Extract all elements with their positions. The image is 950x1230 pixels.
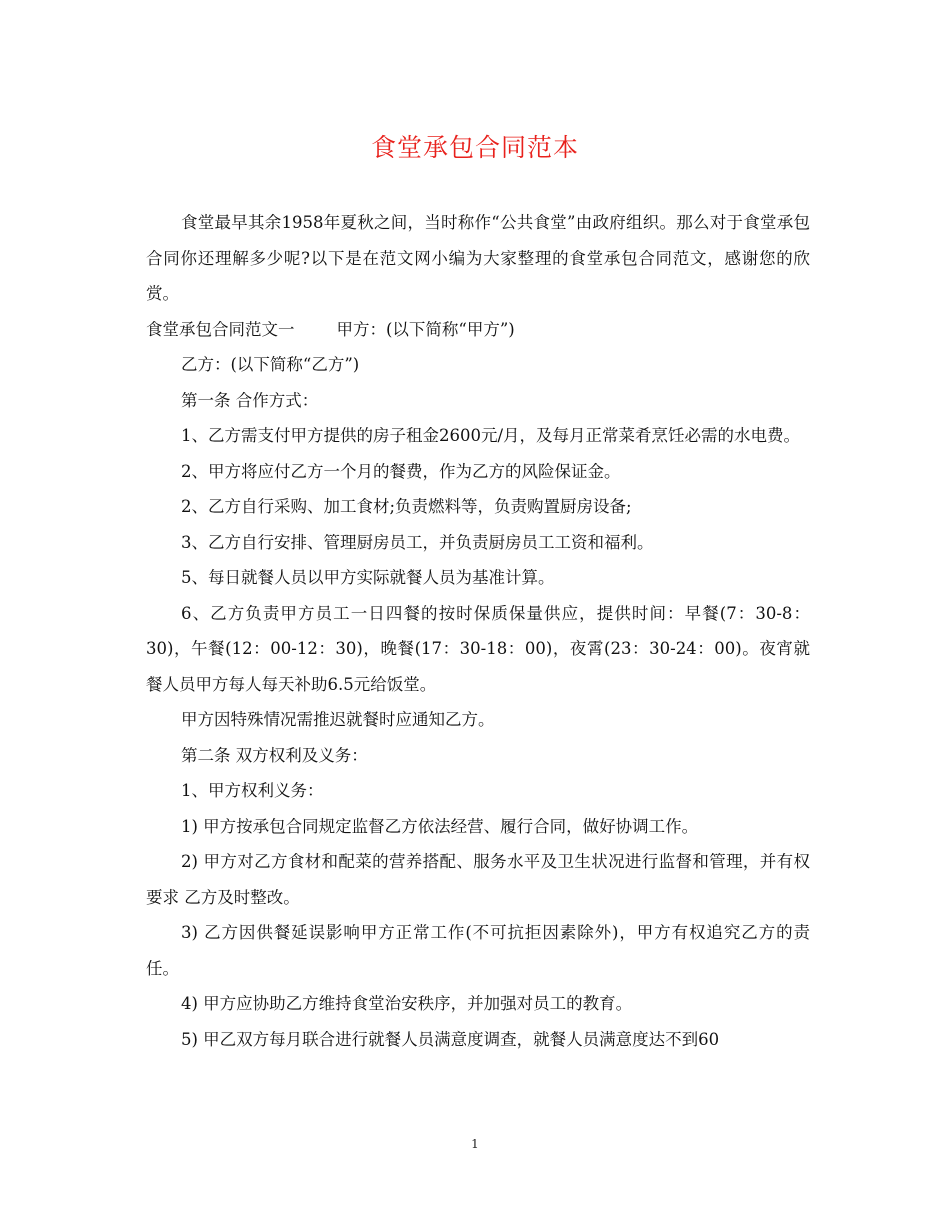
paragraph-party-b: 乙方：(以下简称“乙方”) xyxy=(181,355,360,374)
paragraph-intro: 食堂最早其余1958年夏秋之间，当时称作“公共食堂”由政府组织。那么对于食堂承包合同你还理解多少呢?以下是在范文网小编为大家整理的食堂承包合同范文，感谢您的欣赏。 xyxy=(146,213,810,303)
paragraph-item: 5) 甲乙双方每月联合进行就餐人员满意度调查，就餐人员满意度达不到60 xyxy=(181,1029,720,1049)
paragraph-item: 甲方因特殊情况需推迟就餐时应通知乙方。 xyxy=(181,710,495,729)
paragraph-article-2: 第二条 双方权利及义务： xyxy=(181,745,368,765)
paragraph-item: 3) 乙方因供餐延误影响甲方正常工作(不可抗拒因素除外)，甲方有权追究乙方的责任。 xyxy=(146,923,810,978)
paragraph-contract-header: 食堂承包合同范文一 甲方：(以下简称“甲方”) xyxy=(146,319,515,339)
paragraph-item: 6、乙方负责甲方员工一日四餐的按时保质保量供应，提供时间：早餐(7：30-8：30)，午餐(12：00-12：30)，晚餐(17：30-18：00)，夜霄(23：30-24：00)。夜宵就餐人员甲方每人每天补助6.5元给饭堂。 xyxy=(146,603,810,694)
paragraph-item: 2、甲方将应付乙方一个月的餐费，作为乙方的风险保证金。 xyxy=(181,461,621,481)
paragraph-item: 1、乙方需支付甲方提供的房子租金2600元/月，及每月正常菜肴烹饪必需的水电费。 xyxy=(181,426,801,445)
paragraph-item: 5、每日就餐人员以甲方实际就餐人员为基准计算。 xyxy=(181,568,555,587)
paragraph-item: 3、乙方自行安排、管理厨房员工，并负责厨房员工工资和福利。 xyxy=(181,532,654,552)
paragraph-item: 1) 甲方按承包合同规定监督乙方依法经营、履行合同，做好协调工作。 xyxy=(181,816,699,836)
page-number: 1 xyxy=(471,1137,479,1151)
document-body xyxy=(146,205,810,1057)
document-title: 食堂承包合同范本 xyxy=(370,133,579,162)
paragraph-article-1: 第一条 合作方式： xyxy=(181,390,319,410)
paragraph-item: 4) 甲方应协助乙方维持食堂治安秩序，并加强对员工的教育。 xyxy=(181,994,633,1013)
paragraph-item: 2、乙方自行采购、加工食材;负责燃料等，负责购置厨房设备; xyxy=(181,497,632,516)
paragraph-item: 1、甲方权利义务： xyxy=(181,781,324,800)
paragraph-item: 2) 甲方对乙方食材和配菜的营养搭配、服务水平及卫生状况进行监督和管理，并有权要求 乙方及时整改。 xyxy=(146,852,810,907)
